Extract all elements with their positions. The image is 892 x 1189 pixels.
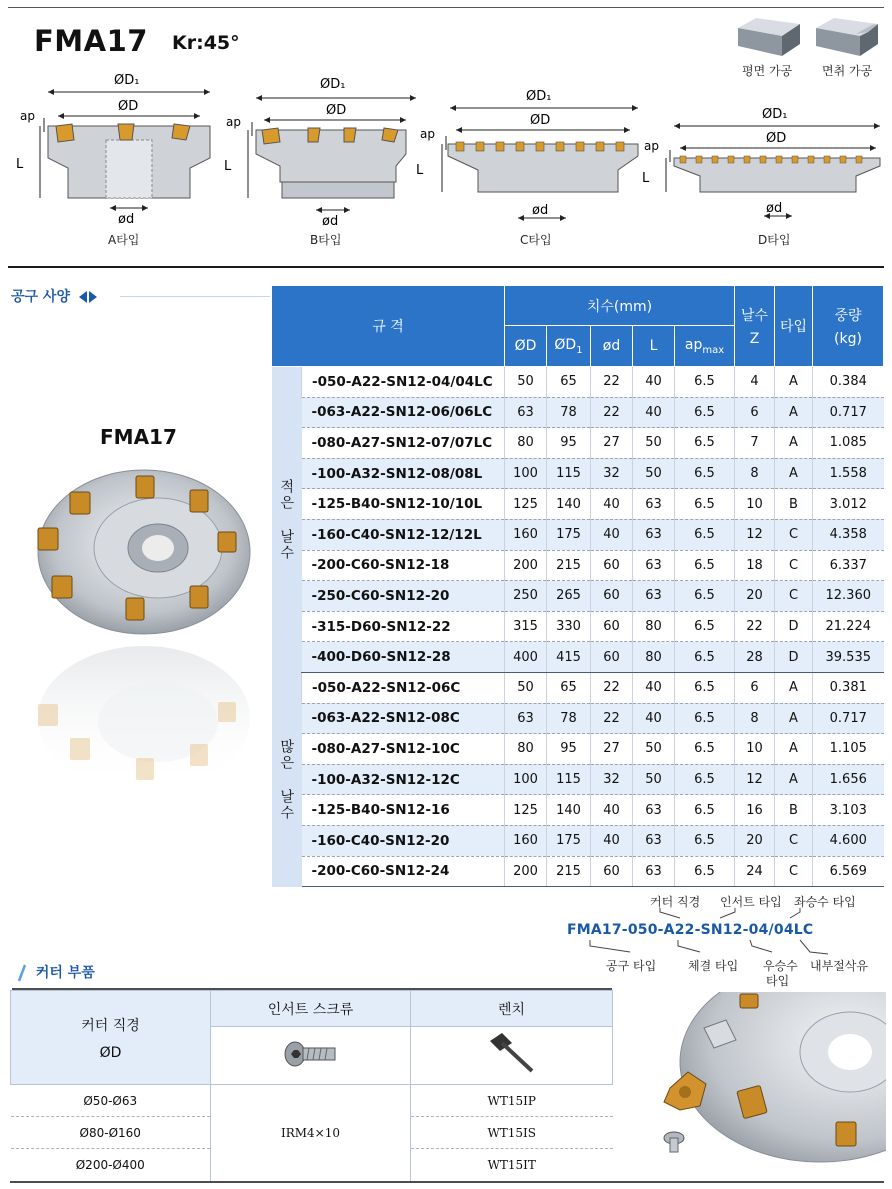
header-ap-main: ap xyxy=(684,336,703,353)
spec-cell-z: 10 xyxy=(735,489,775,520)
spec-cell-bore: 32 xyxy=(591,764,633,795)
parts-diameter-1: Ø80-Ø160 xyxy=(11,1117,211,1149)
spec-cell-type: A xyxy=(775,428,813,459)
spec-cell-kg: 0.717 xyxy=(813,703,884,734)
spec-cell-code: -050-A22-SN12-04/04LC xyxy=(302,367,505,398)
spec-cell-bore: 60 xyxy=(591,550,633,581)
type-b-d: ØD xyxy=(326,103,347,118)
type-b-drawing xyxy=(220,70,420,230)
spec-row xyxy=(272,795,884,826)
section-spec-rule xyxy=(120,296,270,297)
type-b-label: B타입 xyxy=(310,233,342,247)
spec-cell-code: -250-C60-SN12-20 xyxy=(302,581,505,612)
spec-row xyxy=(272,611,884,642)
spec-cell-d: 315 xyxy=(505,611,547,642)
spec-cell-ap: 6.5 xyxy=(675,825,735,856)
spec-cell-bore: 40 xyxy=(591,489,633,520)
spec-cell-z: 6 xyxy=(735,397,775,428)
spec-cell-kg: 3.103 xyxy=(813,795,884,826)
spec-cell-L: 40 xyxy=(633,367,675,398)
parts-wrench-2: WT15IT xyxy=(411,1149,613,1181)
wrench-image-cell xyxy=(411,1027,613,1085)
spec-cell-kg: 0.384 xyxy=(813,367,884,398)
spec-cell-code: -125-B40-SN12-16 xyxy=(302,795,505,826)
face-milling-icon xyxy=(734,14,802,58)
spec-cell-L: 63 xyxy=(633,550,675,581)
spec-cell-bore: 60 xyxy=(591,856,633,887)
header-d1-sub: 1 xyxy=(576,344,583,356)
type-a-d1: ØD₁ xyxy=(114,73,140,88)
spec-cell-kg: 1.085 xyxy=(813,428,884,459)
face-milling-label: 평면 가공 xyxy=(742,64,793,78)
header-dims: 치수(mm) xyxy=(505,286,735,326)
spec-row xyxy=(272,764,884,795)
spec-cell-bore: 22 xyxy=(591,367,633,398)
spec-cell-d: 200 xyxy=(505,856,547,887)
spec-row xyxy=(272,550,884,581)
spec-cell-ap: 6.5 xyxy=(675,367,735,398)
spec-cell-d1: 95 xyxy=(547,428,591,459)
spec-cell-L: 50 xyxy=(633,764,675,795)
spec-cell-z: 8 xyxy=(735,703,775,734)
spec-cell-d: 125 xyxy=(505,795,547,826)
spec-cell-ap: 6.5 xyxy=(675,856,735,887)
spec-cell-kg: 6.337 xyxy=(813,550,884,581)
spec-table xyxy=(271,285,884,887)
type-d-d1: ØD₁ xyxy=(762,107,788,122)
section-spec-title: 공구 사양 xyxy=(11,289,70,305)
spec-cell-d1: 215 xyxy=(547,550,591,581)
spec-cell-type: A xyxy=(775,672,813,703)
spec-cell-z: 6 xyxy=(735,672,775,703)
explain-clamp-type: 체결 타입 xyxy=(688,959,739,973)
spec-cell-d: 80 xyxy=(505,734,547,765)
parts-wrench-1: WT15IS xyxy=(411,1117,613,1149)
section-parts-title: 커터 부품 xyxy=(35,965,95,981)
section-parts-heading xyxy=(15,962,95,982)
spec-cell-type: A xyxy=(775,367,813,398)
header-bore: ød xyxy=(591,326,633,367)
header-type: 타입 xyxy=(775,286,813,367)
spec-row xyxy=(272,734,884,765)
spec-cell-d: 63 xyxy=(505,703,547,734)
spec-cell-z: 18 xyxy=(735,550,775,581)
spec-cell-L: 80 xyxy=(633,642,675,673)
header-ap-sub: max xyxy=(702,344,725,356)
spec-cell-bore: 60 xyxy=(591,581,633,612)
spec-cell-type: A xyxy=(775,734,813,765)
spec-cell-ap: 6.5 xyxy=(675,550,735,581)
chamfer-label: 면취 가공 xyxy=(822,64,873,78)
spec-cell-ap: 6.5 xyxy=(675,764,735,795)
spec-cell-z: 8 xyxy=(735,458,775,489)
type-a-label: A타입 xyxy=(108,233,140,247)
spec-cell-bore: 22 xyxy=(591,672,633,703)
explain-cutter-diameter: 커터 직경 xyxy=(650,895,701,909)
spec-cell-code: -080-A27-SN12-10C xyxy=(302,734,505,765)
spec-cell-kg: 1.105 xyxy=(813,734,884,765)
spec-cell-bore: 32 xyxy=(591,458,633,489)
spec-cell-L: 80 xyxy=(633,611,675,642)
spec-cell-z: 7 xyxy=(735,428,775,459)
spec-cell-kg: 0.717 xyxy=(813,397,884,428)
type-a-bore: ød xyxy=(118,212,135,227)
spec-cell-code: -160-C40-SN12-12/12L xyxy=(302,519,505,550)
spec-row xyxy=(272,519,884,550)
insert-screw-icon xyxy=(281,1034,341,1074)
spec-cell-kg: 39.535 xyxy=(813,642,884,673)
spec-cell-code: -315-D60-SN12-22 xyxy=(302,611,505,642)
type-d-label: D타입 xyxy=(758,233,791,247)
spec-cell-z: 22 xyxy=(735,611,775,642)
spec-cell-z: 10 xyxy=(735,734,775,765)
spec-cell-L: 50 xyxy=(633,458,675,489)
parts-header-diameter-label: 커터 직경 xyxy=(81,1017,140,1034)
type-d-ap: ap xyxy=(644,139,659,153)
spec-cell-d1: 65 xyxy=(547,672,591,703)
header-flutes xyxy=(735,286,775,367)
spec-cell-bore: 27 xyxy=(591,734,633,765)
spec-cell-d: 63 xyxy=(505,397,547,428)
spec-row xyxy=(272,458,884,489)
top-rule xyxy=(8,7,884,8)
header-weight-bottom: (kg) xyxy=(834,331,862,347)
type-c-ap: ap xyxy=(420,127,435,141)
spec-table-body xyxy=(272,367,884,887)
parts-table xyxy=(10,990,613,1181)
spec-cell-type: D xyxy=(775,642,813,673)
spec-cell-z: 28 xyxy=(735,642,775,673)
spec-cell-type: C xyxy=(775,550,813,581)
spec-cell-kg: 0.381 xyxy=(813,672,884,703)
type-c-l: L xyxy=(416,163,424,178)
spec-cell-d: 50 xyxy=(505,672,547,703)
type-b-ap: ap xyxy=(226,115,241,129)
type-a-drawing xyxy=(14,68,224,228)
spec-row xyxy=(272,397,884,428)
spec-cell-d: 160 xyxy=(505,825,547,856)
spec-cell-ap: 6.5 xyxy=(675,734,735,765)
spec-cell-d1: 78 xyxy=(547,397,591,428)
double-arrow-icon xyxy=(79,291,101,303)
type-c-drawing xyxy=(412,86,648,232)
parts-header-screw: 인서트 스크류 xyxy=(211,991,411,1027)
screw-image-cell xyxy=(211,1027,411,1085)
spec-cell-L: 63 xyxy=(633,856,675,887)
spec-cell-d1: 95 xyxy=(547,734,591,765)
spec-cell-L: 40 xyxy=(633,672,675,703)
parts-header-diameter xyxy=(11,991,211,1085)
section-spec-heading xyxy=(11,286,101,306)
parts-header-diameter-sub: ØD xyxy=(99,1044,122,1061)
spec-row xyxy=(272,703,884,734)
spec-cell-kg: 21.224 xyxy=(813,611,884,642)
parts-bottom-rule xyxy=(10,1181,884,1183)
spec-cell-bore: 60 xyxy=(591,611,633,642)
spec-cell-d1: 65 xyxy=(547,367,591,398)
product-image-title: FMA17 xyxy=(100,425,177,449)
spec-cell-kg: 12.360 xyxy=(813,581,884,612)
spec-cell-d1: 140 xyxy=(547,489,591,520)
spec-row xyxy=(272,642,884,673)
spec-cell-code: -125-B40-SN12-10/10L xyxy=(302,489,505,520)
spec-cell-L: 50 xyxy=(633,428,675,459)
spec-cell-L: 63 xyxy=(633,519,675,550)
spec-cell-code: -400-D60-SN12-28 xyxy=(302,642,505,673)
spec-cell-code: -200-C60-SN12-24 xyxy=(302,856,505,887)
spec-row xyxy=(272,825,884,856)
spec-row xyxy=(272,581,884,612)
spec-cell-L: 40 xyxy=(633,397,675,428)
spec-cell-z: 16 xyxy=(735,795,775,826)
explain-right-hand: 우승수 xyxy=(763,959,798,973)
explain-tool-type: 공구 타입 xyxy=(606,959,657,973)
spec-cell-code: -100-A32-SN12-12C xyxy=(302,764,505,795)
approach-angle: Kr:45° xyxy=(172,32,240,54)
spec-cell-bore: 40 xyxy=(591,825,633,856)
spec-cell-d: 250 xyxy=(505,581,547,612)
spec-row xyxy=(272,489,884,520)
spec-cell-type: C xyxy=(775,856,813,887)
spec-cell-type: C xyxy=(775,825,813,856)
type-c-d1: ØD₁ xyxy=(526,89,552,104)
spec-cell-kg: 3.012 xyxy=(813,489,884,520)
spec-cell-code: -080-A27-SN12-07/07LC xyxy=(302,428,505,459)
spec-cell-type: A xyxy=(775,397,813,428)
spec-cell-L: 40 xyxy=(633,703,675,734)
spec-cell-L: 63 xyxy=(633,581,675,612)
spec-row xyxy=(272,672,884,703)
spec-cell-L: 50 xyxy=(633,734,675,765)
explain-left-hand: 좌승수 타입 xyxy=(794,895,856,909)
spec-cell-z: 4 xyxy=(735,367,775,398)
type-d-drawing xyxy=(640,100,886,228)
spec-cell-d1: 265 xyxy=(547,581,591,612)
slash-marker-icon xyxy=(15,964,31,982)
spec-cell-bore: 40 xyxy=(591,795,633,826)
spec-cell-ap: 6.5 xyxy=(675,489,735,520)
spec-cell-type: B xyxy=(775,795,813,826)
type-a-l: L xyxy=(16,157,24,172)
t-wrench-icon xyxy=(482,1031,542,1077)
spec-cell-kg: 1.558 xyxy=(813,458,884,489)
cutter-parts-image xyxy=(640,992,886,1178)
spec-cell-L: 63 xyxy=(633,795,675,826)
cutter-product-image xyxy=(30,468,256,808)
spec-cell-d: 50 xyxy=(505,367,547,398)
spec-cell-d: 125 xyxy=(505,489,547,520)
spec-cell-ap: 6.5 xyxy=(675,581,735,612)
spec-cell-ap: 6.5 xyxy=(675,642,735,673)
spec-cell-d: 200 xyxy=(505,550,547,581)
spec-cell-code: -200-C60-SN12-18 xyxy=(302,550,505,581)
spec-row xyxy=(272,856,884,887)
parts-diameter-0: Ø50-Ø63 xyxy=(11,1085,211,1117)
header-ap xyxy=(675,326,735,367)
spec-cell-ap: 6.5 xyxy=(675,458,735,489)
spec-cell-code: -063-A22-SN12-08C xyxy=(302,703,505,734)
header-d1-main: ØD xyxy=(554,336,577,353)
explain-code: FMA17-050-A22-SN12-04/04LC xyxy=(567,922,814,938)
spec-row xyxy=(272,367,884,398)
type-b-bore: ød xyxy=(322,214,339,229)
section-divider xyxy=(8,266,884,268)
spec-cell-ap: 6.5 xyxy=(675,611,735,642)
header-weight xyxy=(813,286,884,367)
type-b-l: L xyxy=(224,159,232,174)
spec-cell-code: -100-A32-SN12-08/08L xyxy=(302,458,505,489)
type-d-bore: ød xyxy=(766,201,783,216)
spec-cell-d: 80 xyxy=(505,428,547,459)
spec-cell-ap: 6.5 xyxy=(675,428,735,459)
spec-cell-L: 63 xyxy=(633,489,675,520)
spec-cell-d1: 78 xyxy=(547,703,591,734)
spec-cell-z: 12 xyxy=(735,764,775,795)
explain-coolant: 내부절삭유 xyxy=(810,959,868,973)
type-d-d: ØD xyxy=(766,131,787,146)
spec-cell-d: 400 xyxy=(505,642,547,673)
header-d1 xyxy=(547,326,591,367)
spec-cell-type: B xyxy=(775,489,813,520)
spec-cell-d1: 215 xyxy=(547,856,591,887)
product-title: FMA17 xyxy=(34,24,148,58)
spec-cell-kg: 4.600 xyxy=(813,825,884,856)
spec-cell-type: A xyxy=(775,703,813,734)
spec-cell-bore: 27 xyxy=(591,428,633,459)
explain-insert-type: 인서트 타입 xyxy=(720,895,782,909)
parts-header-wrench: 렌치 xyxy=(411,991,613,1027)
spec-cell-ap: 6.5 xyxy=(675,672,735,703)
spec-cell-type: C xyxy=(775,519,813,550)
header-flutes-top: 날수 xyxy=(740,308,769,324)
spec-cell-d1: 175 xyxy=(547,825,591,856)
header-flutes-bottom: Z xyxy=(749,331,760,347)
spec-row xyxy=(272,428,884,459)
type-c-bore: ød xyxy=(532,203,549,218)
spec-cell-z: 24 xyxy=(735,856,775,887)
spec-cell-kg: 1.656 xyxy=(813,764,884,795)
type-b-d1: ØD₁ xyxy=(320,77,346,92)
spec-cell-ap: 6.5 xyxy=(675,703,735,734)
spec-cell-z: 20 xyxy=(735,581,775,612)
spec-cell-L: 63 xyxy=(633,825,675,856)
spec-cell-kg: 6.569 xyxy=(813,856,884,887)
spec-cell-ap: 6.5 xyxy=(675,397,735,428)
spec-cell-d1: 115 xyxy=(547,458,591,489)
spec-cell-d: 100 xyxy=(505,764,547,795)
parts-wrench-0: WT15IP xyxy=(411,1085,613,1117)
spec-cell-type: C xyxy=(775,581,813,612)
type-c-label: C타입 xyxy=(520,233,552,247)
type-a-d: ØD xyxy=(118,99,139,114)
explain-right-hand-type: 타입 xyxy=(766,974,790,988)
parts-screw-value: IRM4×10 xyxy=(211,1085,411,1181)
spec-cell-code: -050-A22-SN12-06C xyxy=(302,672,505,703)
spec-cell-ap: 6.5 xyxy=(675,795,735,826)
spec-cell-bore: 22 xyxy=(591,397,633,428)
spec-cell-type: A xyxy=(775,458,813,489)
spec-cell-kg: 4.358 xyxy=(813,519,884,550)
header-d: ØD xyxy=(505,326,547,367)
spec-cell-d1: 115 xyxy=(547,764,591,795)
spec-cell-type: D xyxy=(775,611,813,642)
spec-group-label: 많은 날수 xyxy=(272,672,302,886)
spec-cell-d1: 175 xyxy=(547,519,591,550)
spec-cell-bore: 60 xyxy=(591,642,633,673)
header-l: L xyxy=(633,326,675,367)
spec-cell-d1: 415 xyxy=(547,642,591,673)
header-weight-top: 중량 xyxy=(834,308,862,324)
parts-diameter-2: Ø200-Ø400 xyxy=(75,1157,145,1172)
spec-group-label: 적은 날수 xyxy=(272,367,302,673)
header-code: 규 격 xyxy=(272,286,505,367)
spec-cell-d1: 140 xyxy=(547,795,591,826)
type-d-l: L xyxy=(642,171,650,186)
chamfer-icon xyxy=(812,14,882,58)
spec-cell-bore: 22 xyxy=(591,703,633,734)
spec-cell-code: -063-A22-SN12-06/06LC xyxy=(302,397,505,428)
spec-cell-d: 100 xyxy=(505,458,547,489)
spec-cell-bore: 40 xyxy=(591,519,633,550)
spec-cell-code: -160-C40-SN12-20 xyxy=(302,825,505,856)
spec-cell-type: A xyxy=(775,764,813,795)
spec-cell-d: 160 xyxy=(505,519,547,550)
spec-cell-ap: 6.5 xyxy=(675,519,735,550)
type-a-ap: ap xyxy=(20,109,35,123)
spec-cell-z: 20 xyxy=(735,825,775,856)
spec-cell-z: 12 xyxy=(735,519,775,550)
type-c-d: ØD xyxy=(530,113,551,128)
spec-cell-d1: 330 xyxy=(547,611,591,642)
